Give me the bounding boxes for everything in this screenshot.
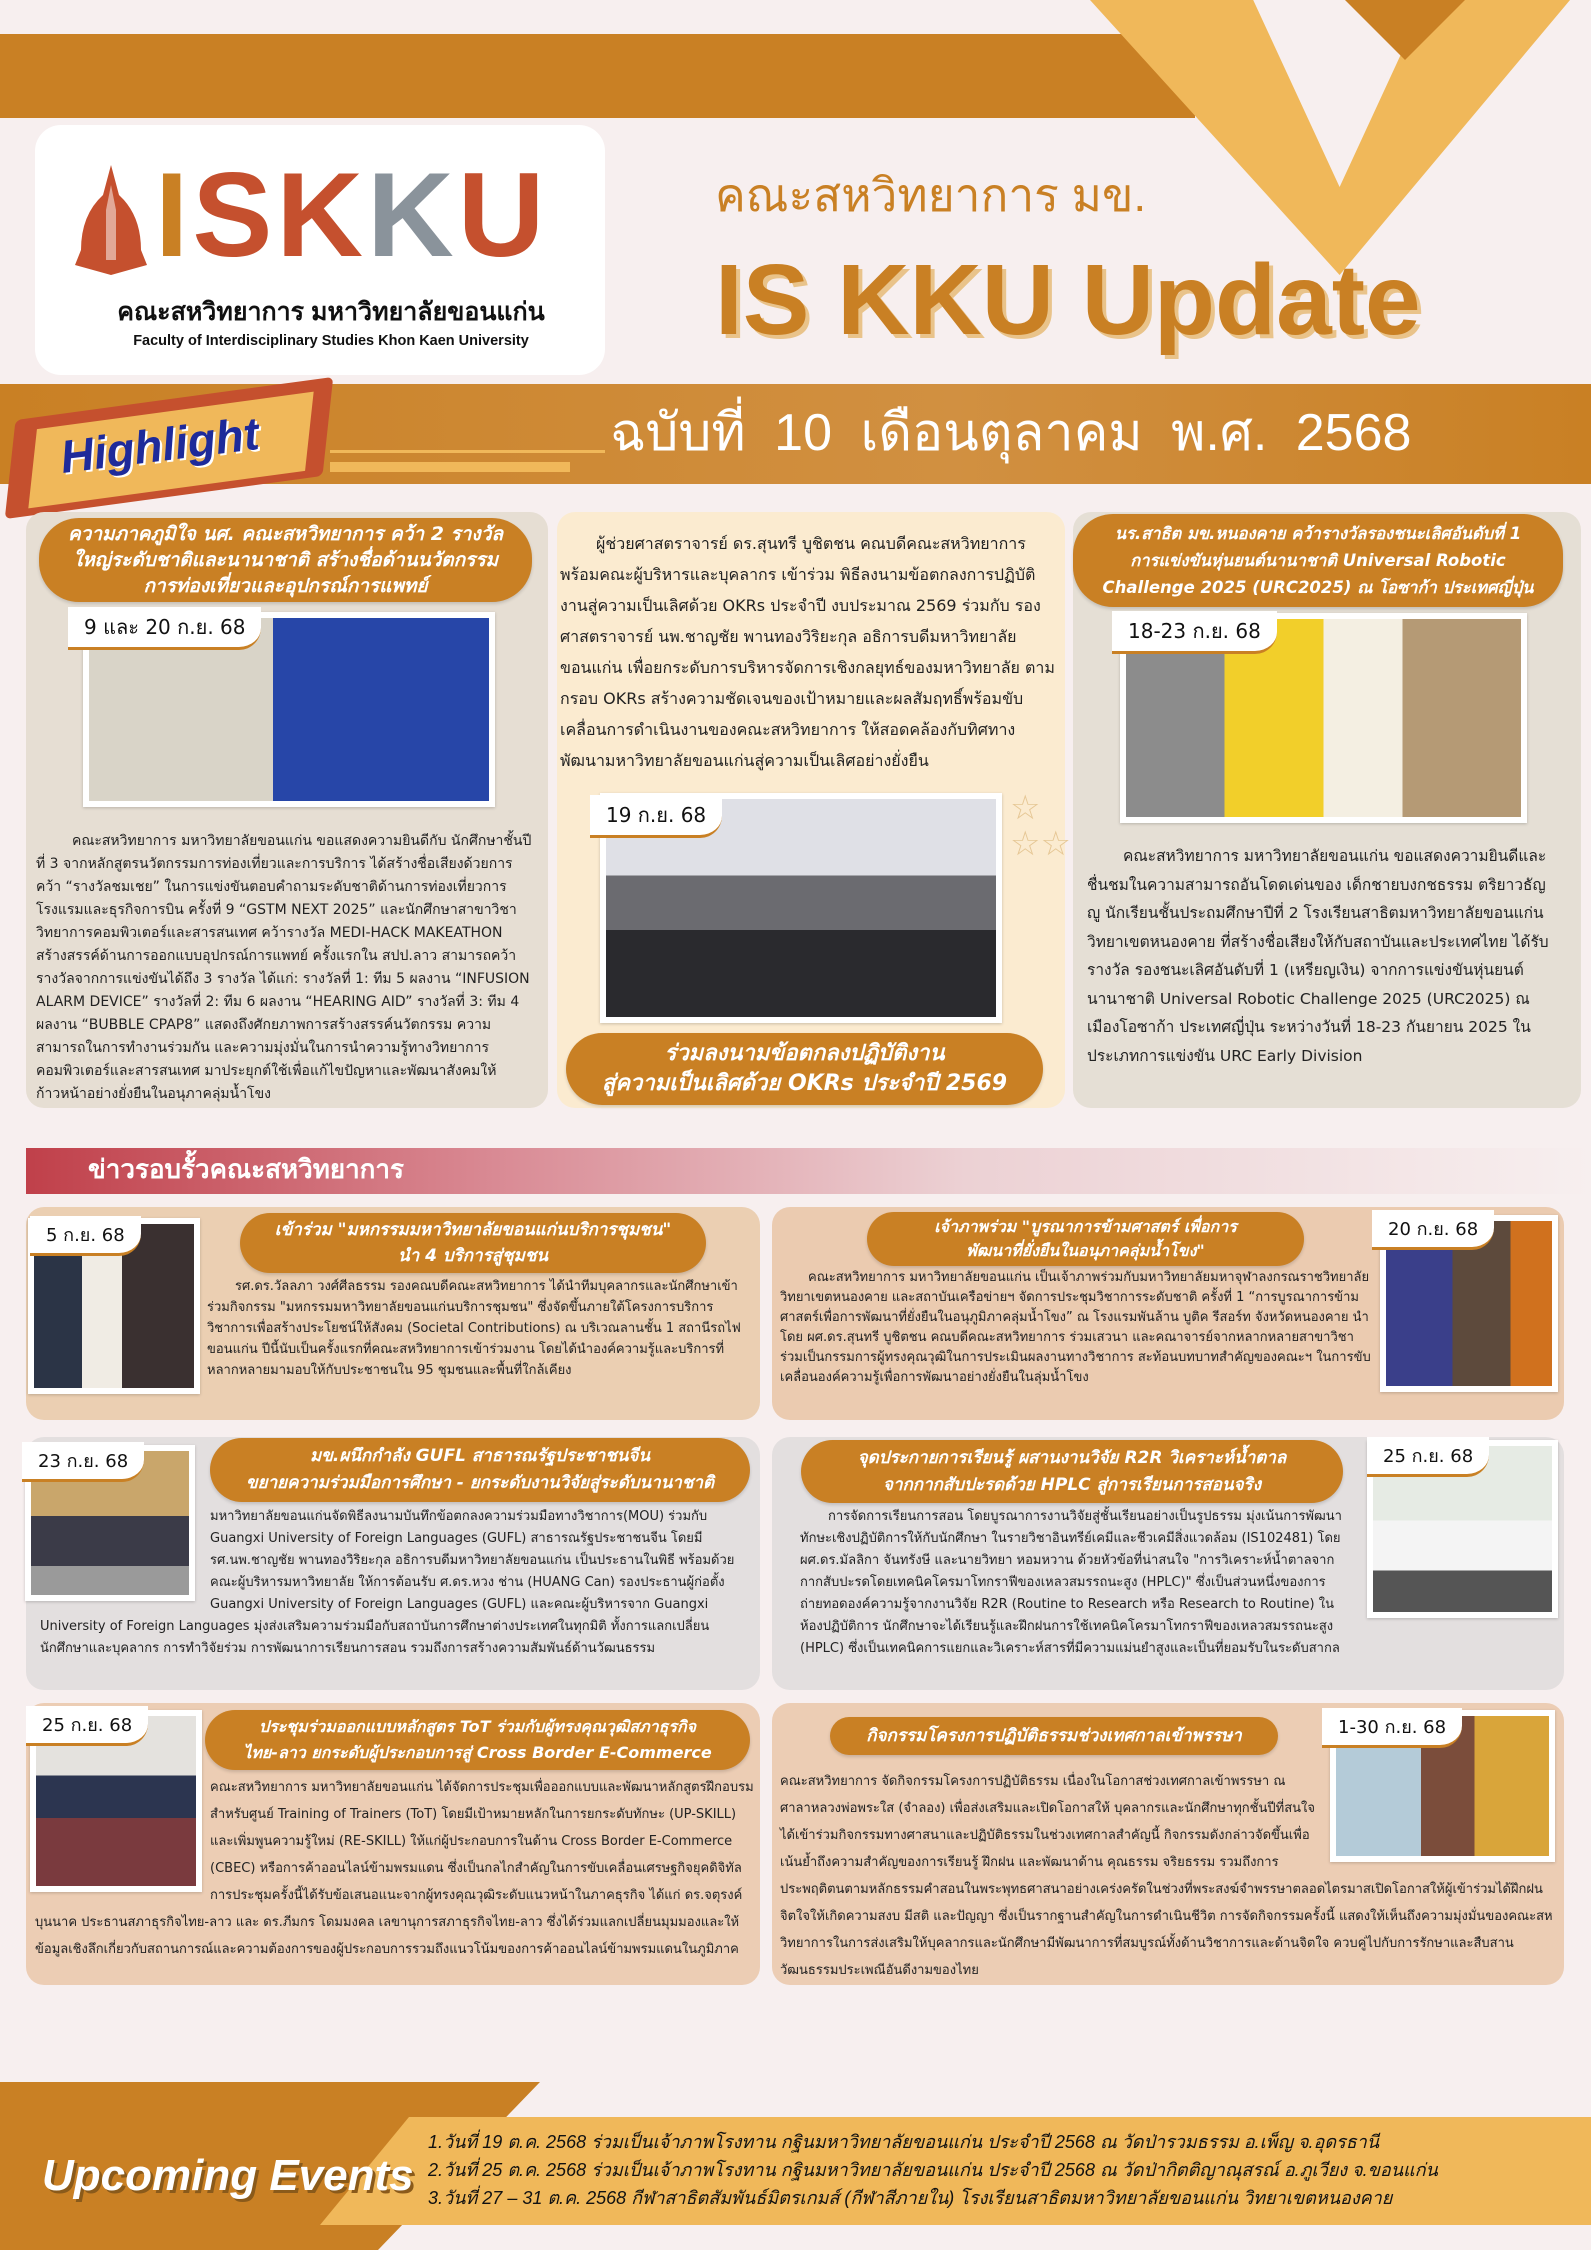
date-tag: 25 ก.ย. 68: [1367, 1437, 1489, 1477]
highlight-label: Highlight: [57, 407, 262, 483]
title-line: เข้าร่วม "มหกรรมมหาวิทยาลัยขอนแก่นบริการชุมชน": [274, 1220, 672, 1240]
news-title: [830, 1717, 1278, 1755]
v-decor: [1090, 0, 1570, 275]
title-line: เจ้าภาพร่วม "บูรณาการข้ามศาสตร์ เพื่อการ: [934, 1217, 1237, 1236]
title-line: จุดประกายการเรียนรู้ ผสานงานวิจัย R2R วิเคราะห์น้ำตาล: [857, 1447, 1287, 1468]
title-line: ขยายความร่วมมือการศึกษา - ยกระดับงานวิจัยสู่ระดับนานาชาติ: [246, 1473, 714, 1493]
title-line: พัฒนาที่ยั่งยืนในอนุภาคลุ่มน้ำโขง": [966, 1241, 1205, 1260]
photo-spacer: [40, 1506, 210, 1606]
logo-letter: K: [276, 148, 368, 282]
highlight-left-title: [39, 518, 532, 602]
date-tag: 1-30 ก.ย. 68: [1322, 1708, 1462, 1748]
highlight-middle-body: ผู้ช่วยศาสตราจารย์ ดร.สุนทรี บูชิตชน คณบดีคณะสหวิทยาการ พร้อมคณะผู้บริหารและบุคลากร เข้าร่วม พิธีลงนามข้อตกลงการปฏิบัติงานสู่ความเป็นเลิศด้วย OKRs ประจำปี งบประมาณ 2569 ร่วมกับ รองศาสตราจารย์ นพ.ชาญชัย พานทองวิริยะกุล อธิการบดีมหาวิทยาลัยขอนแก่น เพื่อยกระดับการบริหารจัดการเชิงกลยุทธ์ของมหาวิทยาลัย ตามกรอบ OKRs สร้างความชัดเจนของเป้าหมายและผลสัมฤทธิ์พร้อมขับเคลื่อนการดำเนินงานของคณะสหวิทยาการ ให้สอดคล้องกับทิศทางพัฒนามหาวิทยาลัยขอนแก่นสู่ความเป็นเลิศอย่างยั่งยืน: [560, 534, 1055, 770]
highlight-left-body: คณะสหวิทยาการ มหาวิทยาลัยขอนแก่น ขอแสดงความยินดีกับ นักศึกษาชั้นปีที่ 3 จากหลักสูตรนวัตกรรมการท่องเที่ยวและการบริการ ได้สร้างชื่อเสียงด้วยการคว้า “รางวัลชมเชย” ในการแข่งขันตอบคำถามระดับชาติด้านการท่องเที่ยวการโรงแรมและธุรกิจการบิน ครั้งที่ 9 “GSTM NEXT 2025” และนักศึกษาสาขาวิชาวิทยาการคอมพิวเตอร์และสารสนเทศ คว้ารางวัล MEDI-HACK MAKEATHON สร้างสรรค์ด้านการออกแบบอุปกรณ์การแพทย์ ครั้งแรกใน สปป.ลาว สามารถคว้ารางวัลจากการแข่งขันได้ถึง 3 รางวัล ได้แก่: รางวัลที่ 1: ทีม 5 ผลงาน “INFUSION ALARM DEVICE” รางวัลที่ 2: ทีม 6 ผลงาน “HEARING AID” รางวัลที่ 3: ทีม 4 ผลงาน “BUBBLE CPAP8” แสดงถึงศักยภาพการสร้างสรรค์นวัตกรรม ความสามารถในการทำงานร่วมกัน และความมุ่งมั่นในการนำความรู้ทางวิทยาการคอมพิวเตอร์และสารสนเทศ มาประยุกต์ใช้เพื่อแก้ไขปัญหาและพัฒนาสังคมให้ก้าวหน้าอย่างยั่งยืนในอนุภาคลุ่มน้ำโขง: [36, 833, 532, 1102]
title-line: การแข่งขันหุ่นยนต์นานาชาติ Universal Robotic: [1130, 551, 1506, 570]
date-tag: 20 ก.ย. 68: [1372, 1210, 1494, 1250]
stars-decor-icon: ☆ ☆☆: [1010, 788, 1071, 864]
title-line: นำ 4 บริการสู่ชุมชน: [397, 1246, 548, 1266]
news-body: การจัดการเรียนการสอน โดยบูรณาการงานวิจัยสู่ชั้นเรียนอย่างเป็นรูปธรรม มุ่งเน้นการพัฒนาทักษะเชิงปฏิบัติการให้กับนักศึกษา ในรายวิชาอินทรีย์เคมีและชีวเคมีสิ่งแวดล้อม (IS102481) โดย ผศ.ดร.มัลลิกา จันทรังษี และนายวิทยา หอมหวาน ด้วยหัวข้อที่น่าสนใจ "การวิเคราะห์น้ำตาลจากกากสับปะรดโดยเทคนิคโครมาโทกราฟีของเหลวสมรรถนะสูง (HPLC)" ซึ่งเป็นส่วนหนึ่งของการถ่ายทอดองค์ความรู้จากงานวิจัย R2R (Routine to Research หรือ Research to Routine) ในห้องปฏิบัติการ นักศึกษาจะได้เรียนรู้และฝึกฝนการใช้เทคนิคโครมาโทกราฟีของเหลวสมรรถนะสูง (HPLC) ซึ่งเป็นเทคนิคการแยกและวิเคราะห์สารที่มีความแม่นยำสูงและเป็นที่ยอมรับในระดับสากล: [800, 1509, 1342, 1656]
faculty-short-title: คณะสหวิทยาการ มข.: [715, 169, 1147, 221]
news-body-text: คณะสหวิทยาการ มหาวิทยาลัยขอนแก่น ได้จัดการประชุมเพื่อออกแบบและพัฒนาหลักสูตรฝึกอบรมสำหรับศูนย์ Training of Trainers (ToT) โดยมีเป้าหมายหลักในการยกระดับทักษะ (UP-SKILL) และเพิ่มพูนความรู้ใหม่ (RE-SKILL) ให้แก่ผู้ประกอบการในด้าน Cross Border E-Commerce (CBEC) หรือการค้าออนไลน์ข้ามพรมแดน ซึ่งเป็นกลไกสำคัญในการขับเคลื่อนเศรษฐกิจยุคดิจิทัล การประชุมครั้งนี้ได้รับข้อเสนอแนะจากผู้ทรงคุณวุฒิระดับแนวหน้าในภาคธุรกิจ ได้แก่ ดร.จตุรงค์ บุนนาค ประธานสภาธุรกิจไทย-ลาว และ ดร.ภีมกร โดมมงคล เลขานุการสภาธุรกิจไทย-ลาว ซึ่งได้ร่วมแลกเปลี่ยนมุมมองและให้ข้อมูลเชิงลึกเกี่ยวกับสถานการณ์และความต้องการของผู้ประกอบการรวมถึงแนวโน้มของการค้าออนไลน์ข้ามพรมแดนในภูมิภาค: [35, 1780, 754, 1957]
news-body-text: คณะสหวิทยาการ จัดกิจกรรมโครงการปฏิบัติธรรม เนื่องในโอกาสช่วงเทศกาลเข้าพรรษา ณ ศาลาหลวงพ่อพระใส (จำลอง) เพื่อส่งเสริมและเปิดโอกาสให้ บุคลากรและนักศึกษาทุกชั้นปีที่สนใจได้เข้าร่วมกิจกรรมทางศาสนาและปฏิบัติธรรมในช่วงเทศกาลสำคัญนี้ กิจกรรมดังกล่าวจัดขึ้นเพื่อเน้นย้ำถึงความสำคัญของการเรียนรู้ ฝึกฝน และพัฒนาด้าน คุณธรรม จริยธรรม รวมถึงการประพฤติตนตามหลักธรรมคำสอนในพระพุทธศาสนาอย่างเคร่งครัดในช่วงที่พระสงฆ์จำพรรษาตลอดไตรมาสเปิดโอกาสให้ผู้เข้าร่วมได้ฝึกฝนจิตใจให้เกิดความสงบ มีสติ และปัญญา ซึ่งเป็นรากฐานสำคัญในการดำเนินชีวิต การจัดกิจกรรมครั้งนี้ แสดงให้เห็นถึงความมุ่งมั่นของคณะสหวิทยาการในการส่งเสริมให้บุคลากรและนักศึกษามีพัฒนาการที่สมบูรณ์ทั้งด้านวิชาการและด้านจิตใจ ควบคู่ไปกับการรักษาและสืบสานวัฒนธรรมประเพณีอันดีงามของไทย: [780, 1774, 1553, 1978]
logo-english-name: Faculty of Interdisciplinary Studies Khon Kaen University: [133, 333, 529, 349]
upcoming-title: Upcoming Events: [42, 2151, 414, 2200]
divider: [330, 450, 605, 453]
section-title: ข่าวรอบรั้วคณะสหวิทยาการ: [88, 1154, 404, 1184]
newsletter-title: IS KKU Update: [715, 244, 1421, 356]
news-body: รศ.ดร.วัลลภา วงศ์ศีลธรรม รองคณบดีคณะสหวิทยาการ ได้นำทีมบุคลากรและนักศึกษาเข้าร่วมกิจกรรม "มหกรรมมหาวิทยาลัยขอนแก่นบริการชุมชน" ซึ่งจัดขึ้นภายใต้โครงการบริการวิชาการเพื่อสร้างประโยชน์ให้สังคม (Societal Contributions) ณ บริเวณลานชั้น 1 สถานีรถไฟขอนแก่น ปีนี้นับเป็นครั้งแรกที่คณะสหวิทยาการเข้าร่วมงาน โดยได้นำองค์ความรู้และบริการที่หลากหลายมามอบให้กับประชาชนใน 95 ชุมชนและพื้นที่ใกล้เคียง: [207, 1279, 741, 1378]
upcoming-item: 2.วันที่ 25 ต.ค. 2568 ร่วมเป็นเจ้าภาพโรงทาน กฐินมหาวิทยาลัยขอนแก่น ประจำปี 2568 ณ วัดป่ากิตติญาณุสรณ์ อ.ภูเวียง จ.ขอนแก่น: [428, 2160, 1438, 2180]
highlight-right-title: [1073, 514, 1563, 607]
title-line: กิจกรรมโครงการปฏิบัติธรรมช่วงเทศกาลเข้าพรรษา: [866, 1726, 1242, 1746]
title-line: ใหญ่ระดับชาติและนานาชาติ สร้างชื่อด้านนวัตกรรม: [72, 549, 499, 571]
title-line: การท่องเที่ยวและอุปกรณ์การแพทย์: [143, 575, 428, 597]
news-title: [205, 1710, 750, 1770]
title-line: ร่วมลงนามข้อตกลงปฏิบัติงาน: [664, 1041, 945, 1066]
logo-letter: S: [192, 148, 277, 282]
upcoming-item: 3.วันที่ 27 – 31 ต.ค. 2568 กีฬาสาธิตสัมพันธ์มิตรเกมส์ (กีฬาสีภายใน) โรงเรียนสาธิตมหาวิทยาลัยขอนแก่น วิทยาเขตหนองคาย: [428, 2188, 1393, 2208]
title-line: นร.สาธิต มข.หนองคาย คว้ารางวัลรองชนะเลิศอันดับที่ 1: [1114, 524, 1522, 543]
date-tag: 23 ก.ย. 68: [22, 1442, 144, 1482]
top-decor-band: [0, 34, 1195, 118]
title-line: ไทย-ลาว ยกระดับผู้ประกอบการสู่ Cross Border E-Commerce: [243, 1743, 712, 1762]
logo-letter: I: [155, 148, 193, 282]
upcoming-item: 1.วันที่ 19 ต.ค. 2568 ร่วมเป็นเจ้าภาพโรงทาน กฐินมหาวิทยาลัยขอนแก่น ประจำปี 2568 ณ วัดป่ารวมธรรม อ.เพ็ญ จ.อุดรธานี: [428, 2132, 1380, 2152]
divider: [330, 462, 570, 472]
title-line: Challenge 2025 (URC2025) ณ โอซาก้า ประเทศญี่ปุ่น: [1102, 578, 1534, 597]
title-line: สู่ความเป็นเลิศด้วย OKRs ประจำปี 2569: [601, 1071, 1008, 1096]
title-line: ประชุมร่วมออกแบบหลักสูตร ToT ร่วมกับผู้ทรงคุณวุฒิสภาธุรกิจ: [258, 1717, 697, 1736]
news-title: [210, 1438, 750, 1502]
title-line: จากกากสับปะรดด้วย HPLC สู่การเรียนการสอนจริง: [882, 1474, 1261, 1495]
highlight-middle-title: [566, 1033, 1043, 1105]
news-body: [35, 1774, 755, 1979]
news-title: [801, 1440, 1343, 1503]
logo-letter: K: [367, 148, 458, 282]
title-line: มข.ผนึกกำลัง GUFL สาธารณรัฐประชาชนจีน: [310, 1446, 650, 1466]
date-tag: 18-23 ก.ย. 68: [1112, 611, 1277, 654]
date-tag: 5 ก.ย. 68: [30, 1216, 141, 1256]
date-tag: 9 และ 20 ก.ย. 68: [68, 607, 261, 650]
date-tag: 19 ก.ย. 68: [590, 795, 722, 838]
temple-icon: [75, 165, 147, 275]
highlight-right-body: คณะสหวิทยาการ มหาวิทยาลัยขอนแก่น ขอแสดงความยินดีและชื่นชมในความสามารถอันโดดเด่นของ เด็กชายบงกชธรรม ตริยาวธัญญู นักเรียนชั้นประถมศึกษาปีที่ 2 โรงเรียนสาธิตมหาวิทยาลัยขอนแก่น วิทยาเขตหนองคาย ที่สร้างชื่อเสียงให้กับสถาบันและประเทศไทย ได้รับรางวัล รองชนะเลิศอันดับที่ 1 (เหรียญเงิน) จากการแข่งขันหุ่นยนต์นานาชาติ Universal Robotic Challenge 2025 (URC2025) ณ เมืองโอซาก้า ประเทศญี่ปุ่น ระหว่างวันที่ 18-23 กันยายน 2025 ในประเภทการแข่งขัน URC Early Division: [1087, 847, 1549, 1065]
photo-spacer: [35, 1774, 210, 1909]
news-body: คณะสหวิทยาการ มหาวิทยาลัยขอนแก่น เป็นเจ้าภาพร่วมกับมหาวิทยาลัยมหาจุฬาลงกรณราชวิทยาลัย วิทยาเขตหนองคาย และสถาบันเครือข่ายฯ จัดการประชุมวิชาการระดับชาติ ครั้งที่ 1 “การบูรณาการข้ามศาสตร์เพื่อการพัฒนาที่ยั่งยืนในอนุภูมิภาคลุ่มน้ำโขง” ณ โรงแรมพันล้าน บูติค รีสอร์ท จังหวัดหนองคาย นำโดย ผศ.ดร.สุนทรี บูชิตชน คณบดีคณะสหวิทยาการ ร่วมเสวนา และคณาจารย์จากหลากหลายสาขาวิชาร่วมเป็นกรรมการผู้ทรงคุณวุฒิในการประเมินผลงานทางวิชาการ สะท้อนบทบาทสำคัญของคณะฯ ในการขับเคลื่อนองค์ความรู้เพื่อการพัฒนาอย่างยั่งยืนในลุ่มน้ำโขง: [780, 1270, 1371, 1385]
logo-thai-name: คณะสหวิทยาการ มหาวิทยาลัยขอนแก่น: [117, 298, 545, 326]
logo-card: [35, 125, 605, 375]
logo-letter: U: [457, 148, 549, 282]
news-title: [240, 1213, 706, 1273]
news-body: [40, 1506, 755, 1684]
upcoming-list: [428, 2128, 1438, 2212]
title-line: ความภาคภูมิใจ นศ. คณะสหวิทยาการ คว้า 2 รางวัล: [67, 523, 504, 545]
logo-wordmark: [155, 148, 549, 282]
issue-info: ฉบับที่ 10 เดือนตุลาคม พ.ศ. 2568: [610, 404, 1412, 462]
news-section-header: [26, 1148, 1591, 1194]
news-body-text: มหาวิทยาลัยขอนแก่นจัดพิธีลงนามบันทึกข้อตกลงความร่วมมือทางวิชาการ(MOU) ร่วมกับ Guangxi University of Foreign Languages (GUFL) สาธารณรัฐประชาชนจีน โดยมี รศ.นพ.ชาญชัย พานทองวิริยะกุล อธิการบดีมหาวิทยาลัยขอนแก่น เป็นประธานในพิธี พร้อมด้วยคณะผู้บริหารมหาวิทยาลัย ให้การต้อนรับ ศ.ดร.หวง ช่าน (HUANG Can) รองประธานผู้ก่อตั้ง Guangxi University of Foreign Languages (GUFL) และคณะผู้บริหารจาก Guangxi University of Foreign Languages มุ่งส่งเสริมความร่วมมือกับสถาบันการศึกษาต่างประเทศในทุกมิติ ทั้งการแลกเปลี่ยนนักศึกษาและบุคลากร การทำวิจัยร่วม การพัฒนาการเรียนการสอน รวมถึงการสร้างความสัมพันธ์ด้านวัฒนธรรม: [40, 1509, 735, 1656]
news-title: [867, 1212, 1304, 1266]
date-tag: 25 ก.ย. 68: [26, 1706, 148, 1746]
